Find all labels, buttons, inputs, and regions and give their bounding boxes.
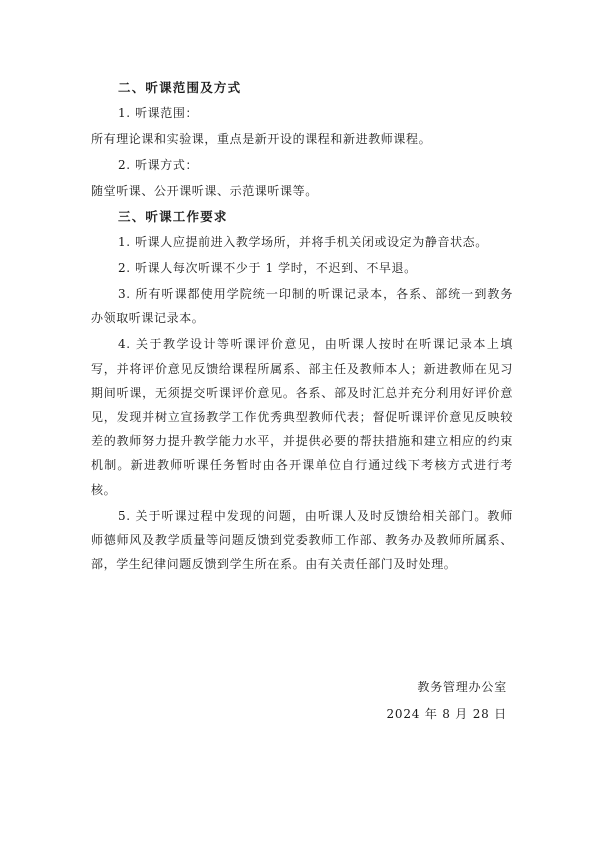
requirement-item: 3. 所有听课都使用学院统一印制的听课记录本，各系、部统一到教务办领取听课记录本。 [91,287,513,326]
method-label: 2. 听课方式： [118,158,199,172]
requirement-item: 4. 关于教学设计等听课评价意见，由听课人按时在听课记录本上填写，并将评价意见反馈给课程所属系、部主任及教师本人；新进教师在见习期间听课，无须提交听课评价意见。各系、部及时汇总并充分利用好评价意见，发现并树立宣扬教学工作优秀典型教师代表；督促听课评价意见反映较差的教师努力提升教学能力水平，并提供必要的帮扶措施和建立相应的约束机制。新进教师听课任务暂时由各开课单位自行通过线下考核方式进行考核。 [91,337,513,497]
section-heading-listening-scope: 二、听课范围及方式 [118,80,242,95]
scope-text: 所有理论课和实验课，重点是新开设的课程和新进教师课程。 [91,132,432,146]
requirement-item: 5. 关于听课过程中发现的问题，由听课人及时反馈给相关部门。教师师德师风及教学质量等问题反馈到党委教师工作部、教务办及教师所属系、部，学生纪律问题反馈到学生所在系。由有关责任部门及时处理。 [91,508,513,572]
signature-office: 教务管理办公室 [417,680,507,694]
requirement-item: 1. 听课人应提前进入教学场所，并将手机关闭或设定为静音状态。 [118,235,488,249]
signature-date: 2024 年 8 月 28 日 [386,707,507,721]
requirement-item: 2. 听课人每次听课不少于 1 学时，不迟到、不早退。 [118,261,417,275]
document-body [91,76,513,578]
section-heading-work-requirements: 三、听课工作要求 [118,209,228,224]
method-text: 随堂听课、公开课听课、示范课听课等。 [91,184,318,198]
scope-label: 1. 听课范围： [118,106,199,120]
